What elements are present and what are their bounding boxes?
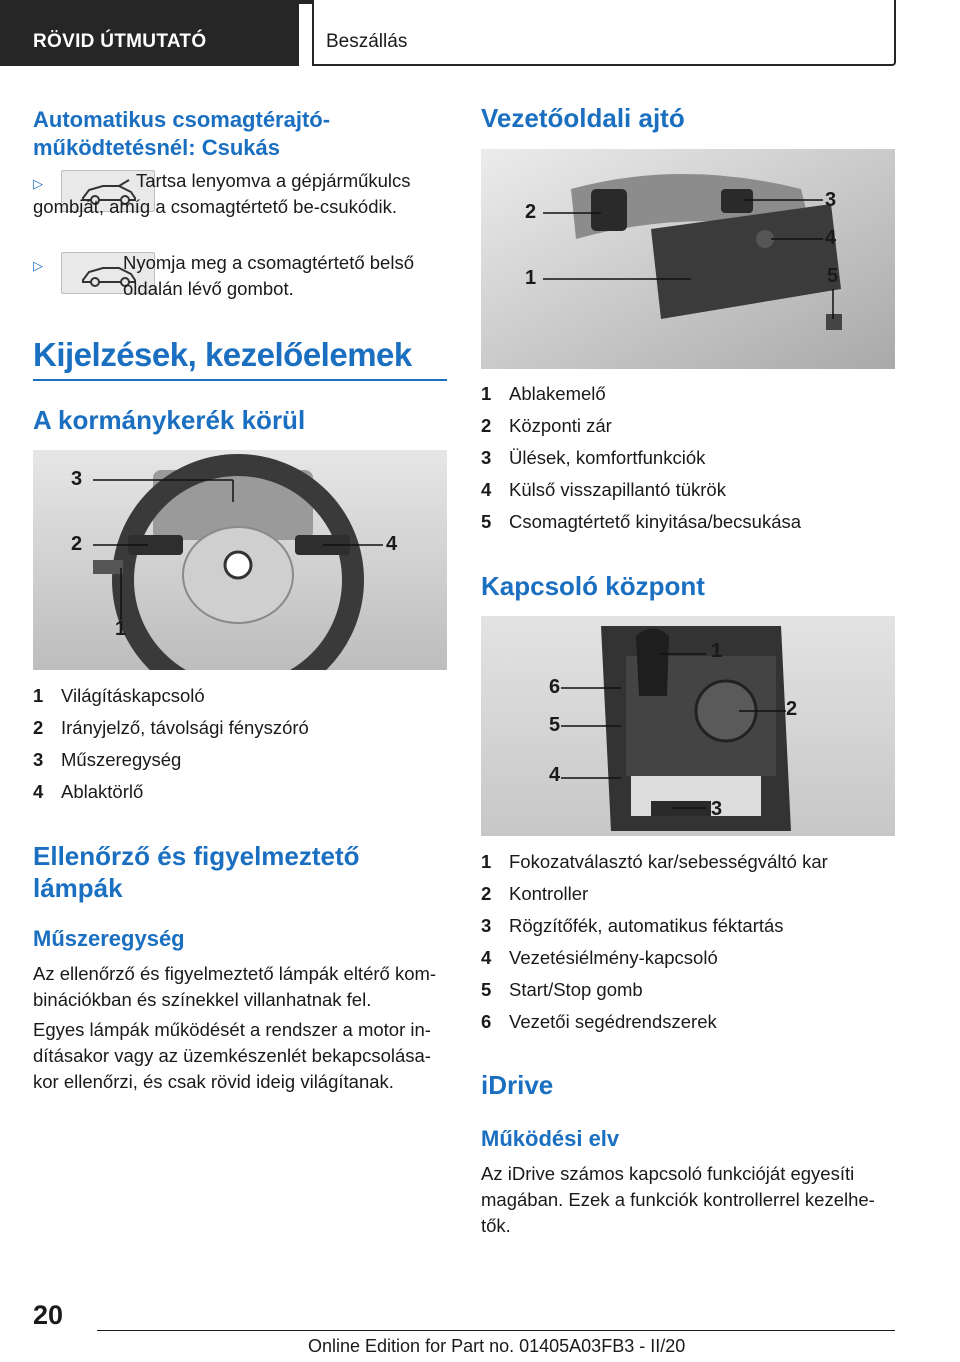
warning-lamps-title: Ellenőrző és figyelmeztető lámpák xyxy=(33,841,360,903)
cluster-title: Műszeregység xyxy=(33,926,185,951)
chapter-tab: RÖVID ÚTMUTATÓ xyxy=(0,0,299,66)
callout-3: 3 xyxy=(825,189,837,211)
list-item: 3 Rögzítőfék, automatikus féktartás xyxy=(481,915,784,936)
section-tab: Beszállás xyxy=(312,0,896,66)
callout-3: 3 xyxy=(711,798,723,820)
callout-4: 4 xyxy=(386,533,398,555)
console-legend xyxy=(481,849,895,1041)
section-rule xyxy=(33,379,447,381)
center-console-image xyxy=(481,616,895,836)
list-item: 3 Ülések, komfortfunkciók xyxy=(481,447,706,468)
steering-title: A kormánykerék körül xyxy=(33,405,306,435)
callout-1: 1 xyxy=(711,640,723,662)
section-title: Kijelzések, kezelőelemek xyxy=(33,336,412,373)
callout-2: 2 xyxy=(71,533,83,555)
callout-4: 4 xyxy=(549,764,561,786)
list-item: 2 Kontroller xyxy=(481,883,589,904)
step-marker-icon: ▷ xyxy=(33,258,43,273)
callout-5: 5 xyxy=(827,265,839,287)
callout-1: 1 xyxy=(115,618,127,640)
door-legend xyxy=(481,381,895,541)
list-item: 2 Központi zár xyxy=(481,415,612,436)
list-item: 3 Műszeregység xyxy=(33,749,182,770)
callout-6: 6 xyxy=(549,676,561,698)
console-title: Kapcsoló központ xyxy=(481,571,705,601)
callout-5: 5 xyxy=(549,714,561,736)
step-2-text: Nyomja meg a csomagtértető belső oldalán lévő gombot. xyxy=(123,252,414,299)
list-item: 4 Ablaktörlő xyxy=(33,781,144,802)
list-item: 1 Világításkapcsoló xyxy=(33,685,205,706)
header-connector xyxy=(299,0,312,4)
list-item: 2 Irányjelző, távolsági fényszóró xyxy=(33,717,309,738)
trunk-close-title: Automatikus csomagtérajtó-működtetésnél: Csukás xyxy=(33,107,331,160)
page-number: 20 xyxy=(33,1300,64,1330)
callout-1: 1 xyxy=(525,267,537,289)
principle-title: Működési elv xyxy=(481,1126,620,1151)
list-item: 5 Csomagtértető kinyitása/becsukása xyxy=(481,511,802,532)
door-title: Vezetőoldali ajtó xyxy=(481,103,685,133)
list-item: 6 Vezetői segédrendszerek xyxy=(481,1011,717,1032)
callout-2: 2 xyxy=(786,698,798,720)
callout-2: 2 xyxy=(525,201,537,223)
callout-4: 4 xyxy=(825,227,837,249)
list-item: 1 Fokozatválasztó kar/sebességváltó kar xyxy=(481,851,828,872)
callout-3: 3 xyxy=(71,468,83,490)
list-item: 4 Vezetésiélmény-kapcsoló xyxy=(481,947,718,968)
footer-rule xyxy=(97,1330,895,1331)
steering-legend xyxy=(33,683,447,811)
steering-wheel-image xyxy=(33,450,447,670)
para-1: Az ellenőrző és figyelmeztető lámpák eltérő kom-binációkban és színekkel villanhatnak fel. xyxy=(33,963,437,1010)
list-item: 4 Külső visszapillantó tükrök xyxy=(481,479,726,500)
edition-text: Online Edition for Part no. 01405A03FB3 - II/20 xyxy=(308,1336,686,1356)
step-marker-icon: ▷ xyxy=(33,176,43,191)
para-2: Egyes lámpák működését a rendszer a motor in-dításakor vagy az üzemkészenlét bekapcsolása-kor ellenőrzi, és csak rövid ideig világítanak. xyxy=(33,1019,431,1092)
step-1-text: Tartsa lenyomva a gépjárműkulcs gombját, amíg a csomagtértető be-csukódik. xyxy=(33,170,411,217)
idrive-title: iDrive xyxy=(481,1070,554,1100)
idrive-para: Az iDrive számos kapcsoló funkcióját egyesíti magában. Ezek a funkciók kontrollerrel kezelhe-tők. xyxy=(481,1163,875,1236)
list-item: 1 Ablakemelő xyxy=(481,383,606,404)
door-panel-image xyxy=(481,149,895,369)
page-header xyxy=(0,0,960,66)
list-item: 5 Start/Stop gomb xyxy=(481,979,643,1000)
